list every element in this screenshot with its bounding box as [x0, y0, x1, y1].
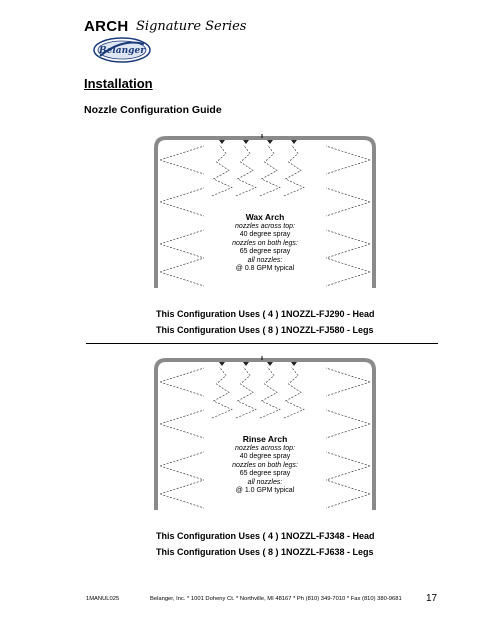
arch-label — [150, 212, 380, 273]
top-spray-angle: 40 degree spray — [239, 453, 291, 461]
divider — [86, 343, 438, 344]
top-nozzle — [291, 140, 297, 144]
top-nozzles-label: nozzles across top: — [235, 445, 295, 452]
flow-rate: @ 1.0 GPM typical — [235, 487, 295, 495]
top-spray-angle: 40 degree spray — [239, 231, 291, 239]
top-nozzle — [291, 362, 297, 366]
top-nozzle — [243, 140, 249, 144]
svg-text:Belanger: Belanger — [99, 46, 145, 56]
leg-spray-angle: 65 degree spray — [239, 248, 291, 256]
rinse-arch-diagram — [150, 352, 380, 512]
flow-rate: @ 0.8 GPM typical — [235, 265, 295, 273]
page-header — [84, 16, 284, 68]
section-title: Installation — [84, 76, 153, 91]
arch-label — [150, 434, 380, 495]
arch-name: Rinse Arch — [242, 434, 288, 444]
brand-series: Signature Series — [136, 19, 247, 34]
top-nozzle — [267, 362, 273, 366]
usage-legs: This Configuration Uses ( 8 ) 1NOZZL-FJ638 - Legs — [156, 547, 374, 557]
usage-head: This Configuration Uses ( 4 ) 1NOZZL-FJ348 - Head — [156, 531, 375, 541]
top-nozzle — [219, 362, 225, 366]
usage-legs: This Configuration Uses ( 8 ) 1NOZZL-FJ580 - Legs — [156, 325, 374, 335]
leg-spray-right — [326, 368, 370, 396]
top-spray-pattern — [236, 367, 256, 418]
top-spray-pattern — [212, 367, 232, 418]
subtitle: Nozzle Configuration Guide — [84, 104, 222, 116]
leg-spray-left — [160, 146, 204, 174]
leg-spray-angle: 65 degree spray — [239, 470, 291, 478]
belanger-logo — [92, 36, 152, 64]
wax-arch-diagram — [150, 130, 380, 290]
top-spray-pattern — [284, 367, 304, 418]
arch-name: Wax Arch — [245, 212, 285, 222]
all-nozzles-label: all nozzles: — [247, 256, 283, 264]
all-nozzles-label: all nozzles: — [247, 478, 283, 486]
top-nozzles-label: nozzles across top: — [235, 223, 295, 230]
top-spray-pattern — [212, 145, 232, 196]
leg-nozzles-label: nozzles on both legs: — [232, 239, 298, 247]
leg-spray-left — [160, 368, 204, 396]
top-nozzle — [219, 140, 225, 144]
top-spray-pattern — [236, 145, 256, 196]
top-spray-pattern — [260, 367, 280, 418]
usage-head: This Configuration Uses ( 4 ) 1NOZZL-FJ290 - Head — [156, 309, 375, 319]
leg-nozzles-label: nozzles on both legs: — [232, 461, 298, 469]
top-spray-pattern — [260, 145, 280, 196]
top-spray-pattern — [284, 145, 304, 196]
company-address: Belanger, Inc. * 1001 Doheny Ct. * Northville, MI 48167 * Ph (810) 349-7010 * Fax (810) 380-9681 — [150, 596, 402, 602]
top-nozzle — [267, 140, 273, 144]
page-number: 17 — [426, 593, 438, 604]
doc-code: 1MANUL025 — [86, 596, 120, 602]
top-nozzle — [243, 362, 249, 366]
brand-name: ARCH — [84, 18, 129, 35]
leg-spray-right — [326, 146, 370, 174]
